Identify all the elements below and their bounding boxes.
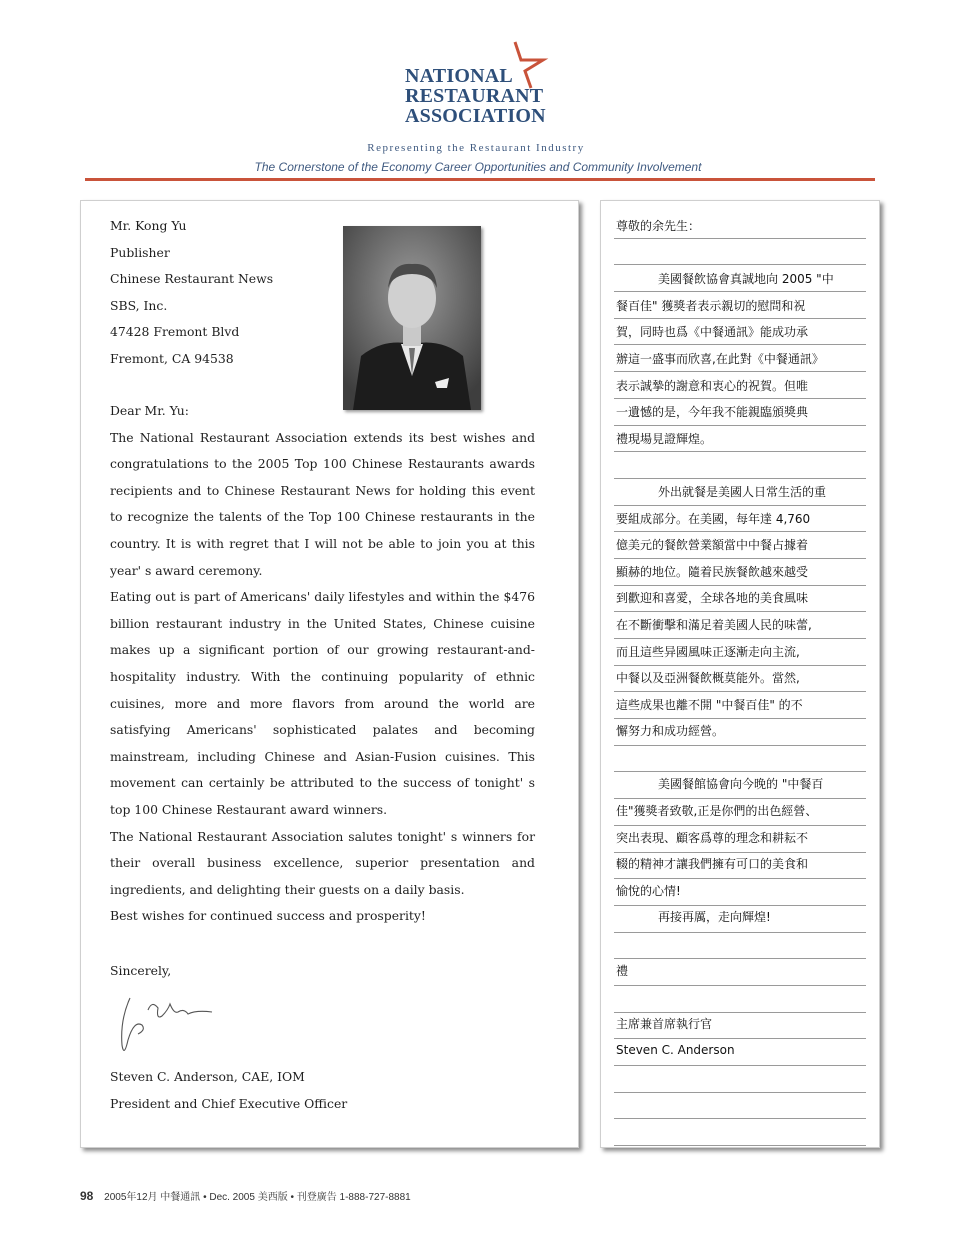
chinese-line: Steven C. Anderson (616, 1043, 735, 1058)
paragraph: The National Restaurant Association salutes tonight' s winners for their overall business excellence, superior presentation and ingredients, and delighting their guests on a daily basis. (110, 828, 535, 897)
portrait-photo (343, 226, 481, 410)
page-footer (80, 1188, 411, 1203)
signer-title: President and Chief Executive Officer (110, 1095, 348, 1111)
salutation: Dear Mr. Yu: (110, 403, 189, 418)
recipient-address (110, 213, 340, 373)
chinese-line: 主席兼首席執行官 (616, 1016, 713, 1031)
chinese-line: 要組成部分。在美國，每年達 4,760 (616, 511, 811, 526)
header-rule (85, 178, 875, 181)
address-line: Fremont, CA 94538 (110, 350, 234, 366)
chinese-line (616, 931, 866, 958)
chinese-line: 表示誠摯的謝意和衷心的祝賀。但唯 (616, 378, 809, 393)
address-line: Chinese Restaurant News (110, 271, 274, 287)
chinese-line: 美國餐館協會向今晚的 "中餐百 (658, 777, 824, 792)
chinese-line: 外出就餐是美國人日常生活的重 (658, 484, 827, 499)
tagline: Representing the Restaurant Industry (367, 142, 585, 154)
chinese-line: 輟的精神才讓我們擁有可口的美食和 (616, 857, 809, 872)
chinese-letter-text (616, 213, 866, 1064)
chinese-line (616, 452, 866, 479)
chinese-line: 中餐以及亞洲餐飲概莫能外。當然, (616, 671, 800, 686)
chinese-line: 懈努力和成功經營。 (616, 724, 725, 739)
signature-image (112, 990, 222, 1060)
chinese-line: 禮 (616, 963, 629, 978)
chinese-line: 一遺憾的是，今年我不能親臨頒獎典 (616, 405, 809, 420)
paragraph: Best wishes for continued success and prosperity! (110, 908, 426, 924)
chinese-line: 美國餐飲協會真誠地向 2005 "中 (658, 272, 834, 287)
page-number: 98 (80, 1189, 94, 1203)
chinese-line: 億美元的餐飲營業額當中中餐占據着 (616, 538, 809, 553)
footer-text: 2005年12月 中餐通訊 • Dec. 2005 美西版 • 刊登廣告 1-888-727-8881 (104, 1192, 411, 1203)
paragraph: The National Restaurant Association extends its best wishes and congratulations to the 2005 Top 100 Chinese Restaurants awards recipients and to Chinese Restaurant News for holding this event to recognize the talents of the Top 100 Chinese restaurants in the country. It is with regret that I will not be able to join you at this year' s award ceremony. (110, 429, 535, 578)
signature-block (110, 1064, 410, 1117)
chinese-line: 突出表現、顧客爲尊的理念和耕耘不 (616, 830, 809, 845)
rule-line (614, 1119, 866, 1146)
logo-line-1: NATIONAL (405, 65, 513, 87)
chinese-line: 愉悅的心情! (616, 883, 681, 898)
chinese-line: 再接再厲，走向輝煌! (658, 910, 771, 925)
chinese-line: 顯赫的地位。隨着民族餐飲越來越受 (616, 564, 809, 579)
subtagline: The Cornerstone of the Economy Career Opportunities and Community Involvement (254, 160, 702, 174)
address-line: SBS, Inc. (110, 297, 168, 313)
chinese-line: 辦這一盛事而欣喜,在此對《中餐通訊》 (616, 351, 824, 366)
chinese-line: 餐百佳" 獲獎者表示親切的慰問和祝 (616, 298, 806, 313)
rule-line (614, 1066, 866, 1093)
address-line: Publisher (110, 244, 170, 260)
address-line: 47428 Fremont Blvd (110, 324, 240, 340)
logo-line-3: ASSOCIATION (405, 105, 546, 127)
nra-logo (405, 42, 555, 132)
chinese-line: 尊敬的余先生： (616, 219, 701, 233)
signer-name: Steven C. Anderson, CAE, IOM (110, 1069, 305, 1084)
address-line: Mr. Kong Yu (110, 218, 187, 233)
chinese-line: 佳"獲獎者致敬,正是你們的出色經營、 (616, 804, 818, 819)
closing: Sincerely, (110, 963, 172, 978)
chinese-line: 在不斷衝擊和滿足着美國人民的味蕾, (616, 617, 812, 632)
chinese-line: 到歡迎和喜愛，全球各地的美食風味 (616, 591, 809, 606)
chinese-line (616, 240, 866, 267)
letter-body (110, 398, 535, 930)
chinese-line: 這些成果也離不開 "中餐百佳" 的不 (616, 697, 803, 712)
chinese-line: 而且這些异國風味正逐漸走向主流, (616, 644, 800, 659)
chinese-line: 賀，同時也爲《中餐通訊》能成功承 (616, 325, 809, 340)
portrait-image (343, 226, 481, 410)
chinese-line (616, 745, 866, 772)
paragraph: Eating out is part of Americans' daily lifestyles and within the $476 billion restaurant industry in the United States, Chinese cuisine makes up a significant portion of our growing restaurant-and-hospitality industry. With the continuing popularity of ethnic cuisines, more and more flavors from around the world are satisfying Americans' sophisticated palates and becoming mainstream, including Chinese and Asian-Fusion cuisines. This movement can certainly be attributed to the success of tonight' s top 100 Chinese Restaurant award winners. (110, 589, 535, 817)
logo-line-2: RESTAURANT (405, 85, 544, 107)
chinese-line: 禮現場見證輝煌。 (616, 431, 713, 446)
rule-line (614, 1093, 866, 1120)
letterhead (0, 0, 956, 185)
chinese-line (616, 984, 866, 1011)
